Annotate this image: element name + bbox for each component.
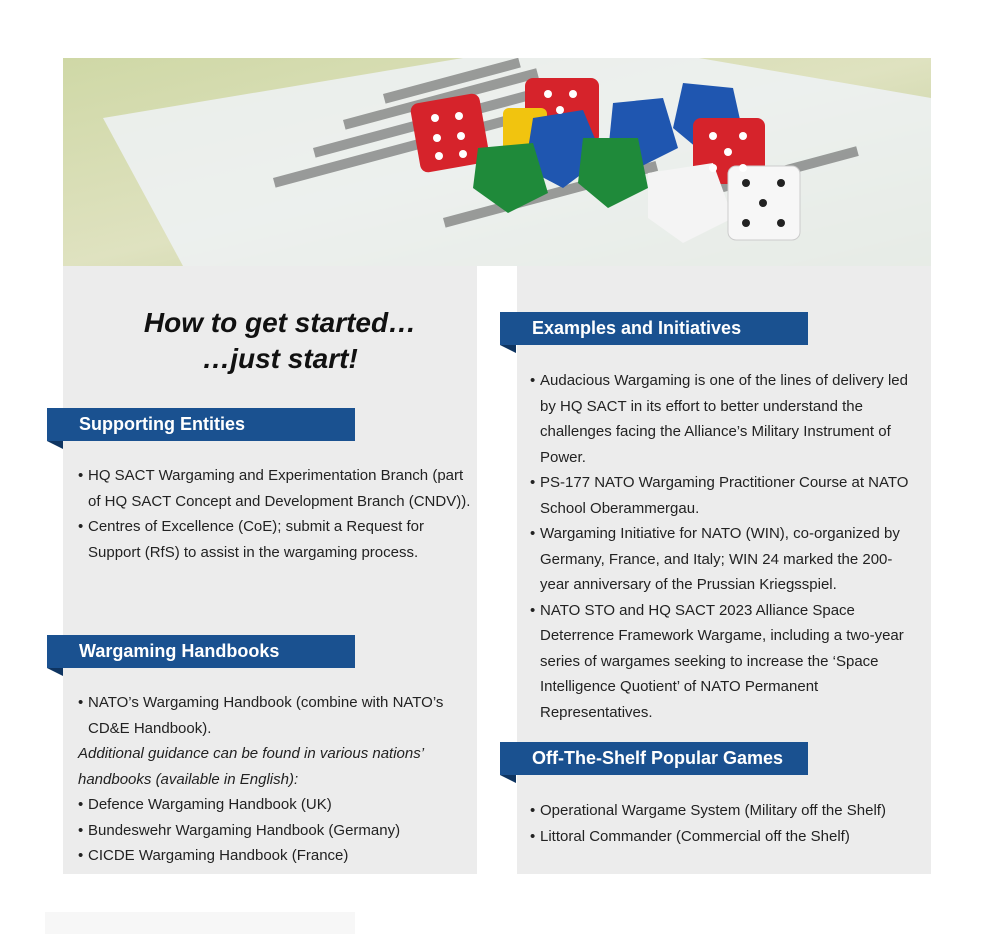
page-title <box>115 305 445 377</box>
wargaming-handbooks-list <box>78 690 468 869</box>
list-item: • Bundeswehr Wargaming Handbook (Germany) <box>78 821 401 839</box>
examples-initiatives-tab <box>500 312 808 345</box>
off-the-shelf-list <box>530 798 925 849</box>
examples-initiatives-list <box>530 368 920 725</box>
footer-fade <box>45 912 355 934</box>
examples-initiatives-title: Examples and Initiatives <box>532 318 742 338</box>
title-line-1: How to get started… <box>143 307 417 338</box>
list-item: • Littoral Commander (Commercial off the Shelf) <box>530 827 850 845</box>
wargaming-handbooks-title: Wargaming Handbooks <box>79 641 280 661</box>
list-item: • CICDE Wargaming Handbook (France) <box>78 847 349 864</box>
list-item: • Audacious Wargaming is one of the lines of delivery led by HQ SACT in its effort to better understand the challenges facing the Alliance’s Military Instrument of Power. <box>530 372 908 466</box>
list-item: • HQ SACT Wargaming and Experimentation Branch (part of HQ SACT Concept and Development Branch (CNDV)). <box>78 467 471 510</box>
supporting-entities-list <box>78 463 473 565</box>
off-the-shelf-tab <box>500 742 808 775</box>
title-line-2: …just start! <box>202 343 358 374</box>
list-item: • PS-177 NATO Wargaming Practitioner Course at NATO School Oberammergau. <box>530 474 909 517</box>
wargaming-handbooks-tab <box>47 635 355 668</box>
list-item: • Operational Wargame System (Military off the Shelf) <box>530 802 886 819</box>
off-the-shelf-title: Off-The-Shelf Popular Games <box>532 748 784 768</box>
supporting-entities-title: Supporting Entities <box>79 414 245 434</box>
handbooks-note: Additional guidance can be found in various nations’ handbooks (available in English): <box>78 745 424 788</box>
dice-on-wargame-map-icon <box>63 58 931 266</box>
supporting-entities-tab <box>47 408 355 441</box>
list-item: • NATO’s Wargaming Handbook (combine with NATO’s CD&E Handbook). <box>78 694 444 737</box>
list-item: • NATO STO and HQ SACT 2023 Alliance Space Deterrence Framework Wargame, including a two-year series of wargames seeking to increase the ‘Space Intelligence Quotient’ of NATO Permanent Representatives. <box>530 601 904 721</box>
hero-image <box>63 58 931 266</box>
list-item: • Wargaming Initiative for NATO (WIN), co-organized by Germany, France, and Italy; WIN 24 marked the 200-year anniversary of the Prussian Kriegsspiel. <box>530 525 900 593</box>
list-item: • Defence Wargaming Handbook (UK) <box>78 796 332 813</box>
list-item: • Centres of Excellence (CoE); submit a Request for Support (RfS) to assist in the wargaming process. <box>78 518 424 561</box>
